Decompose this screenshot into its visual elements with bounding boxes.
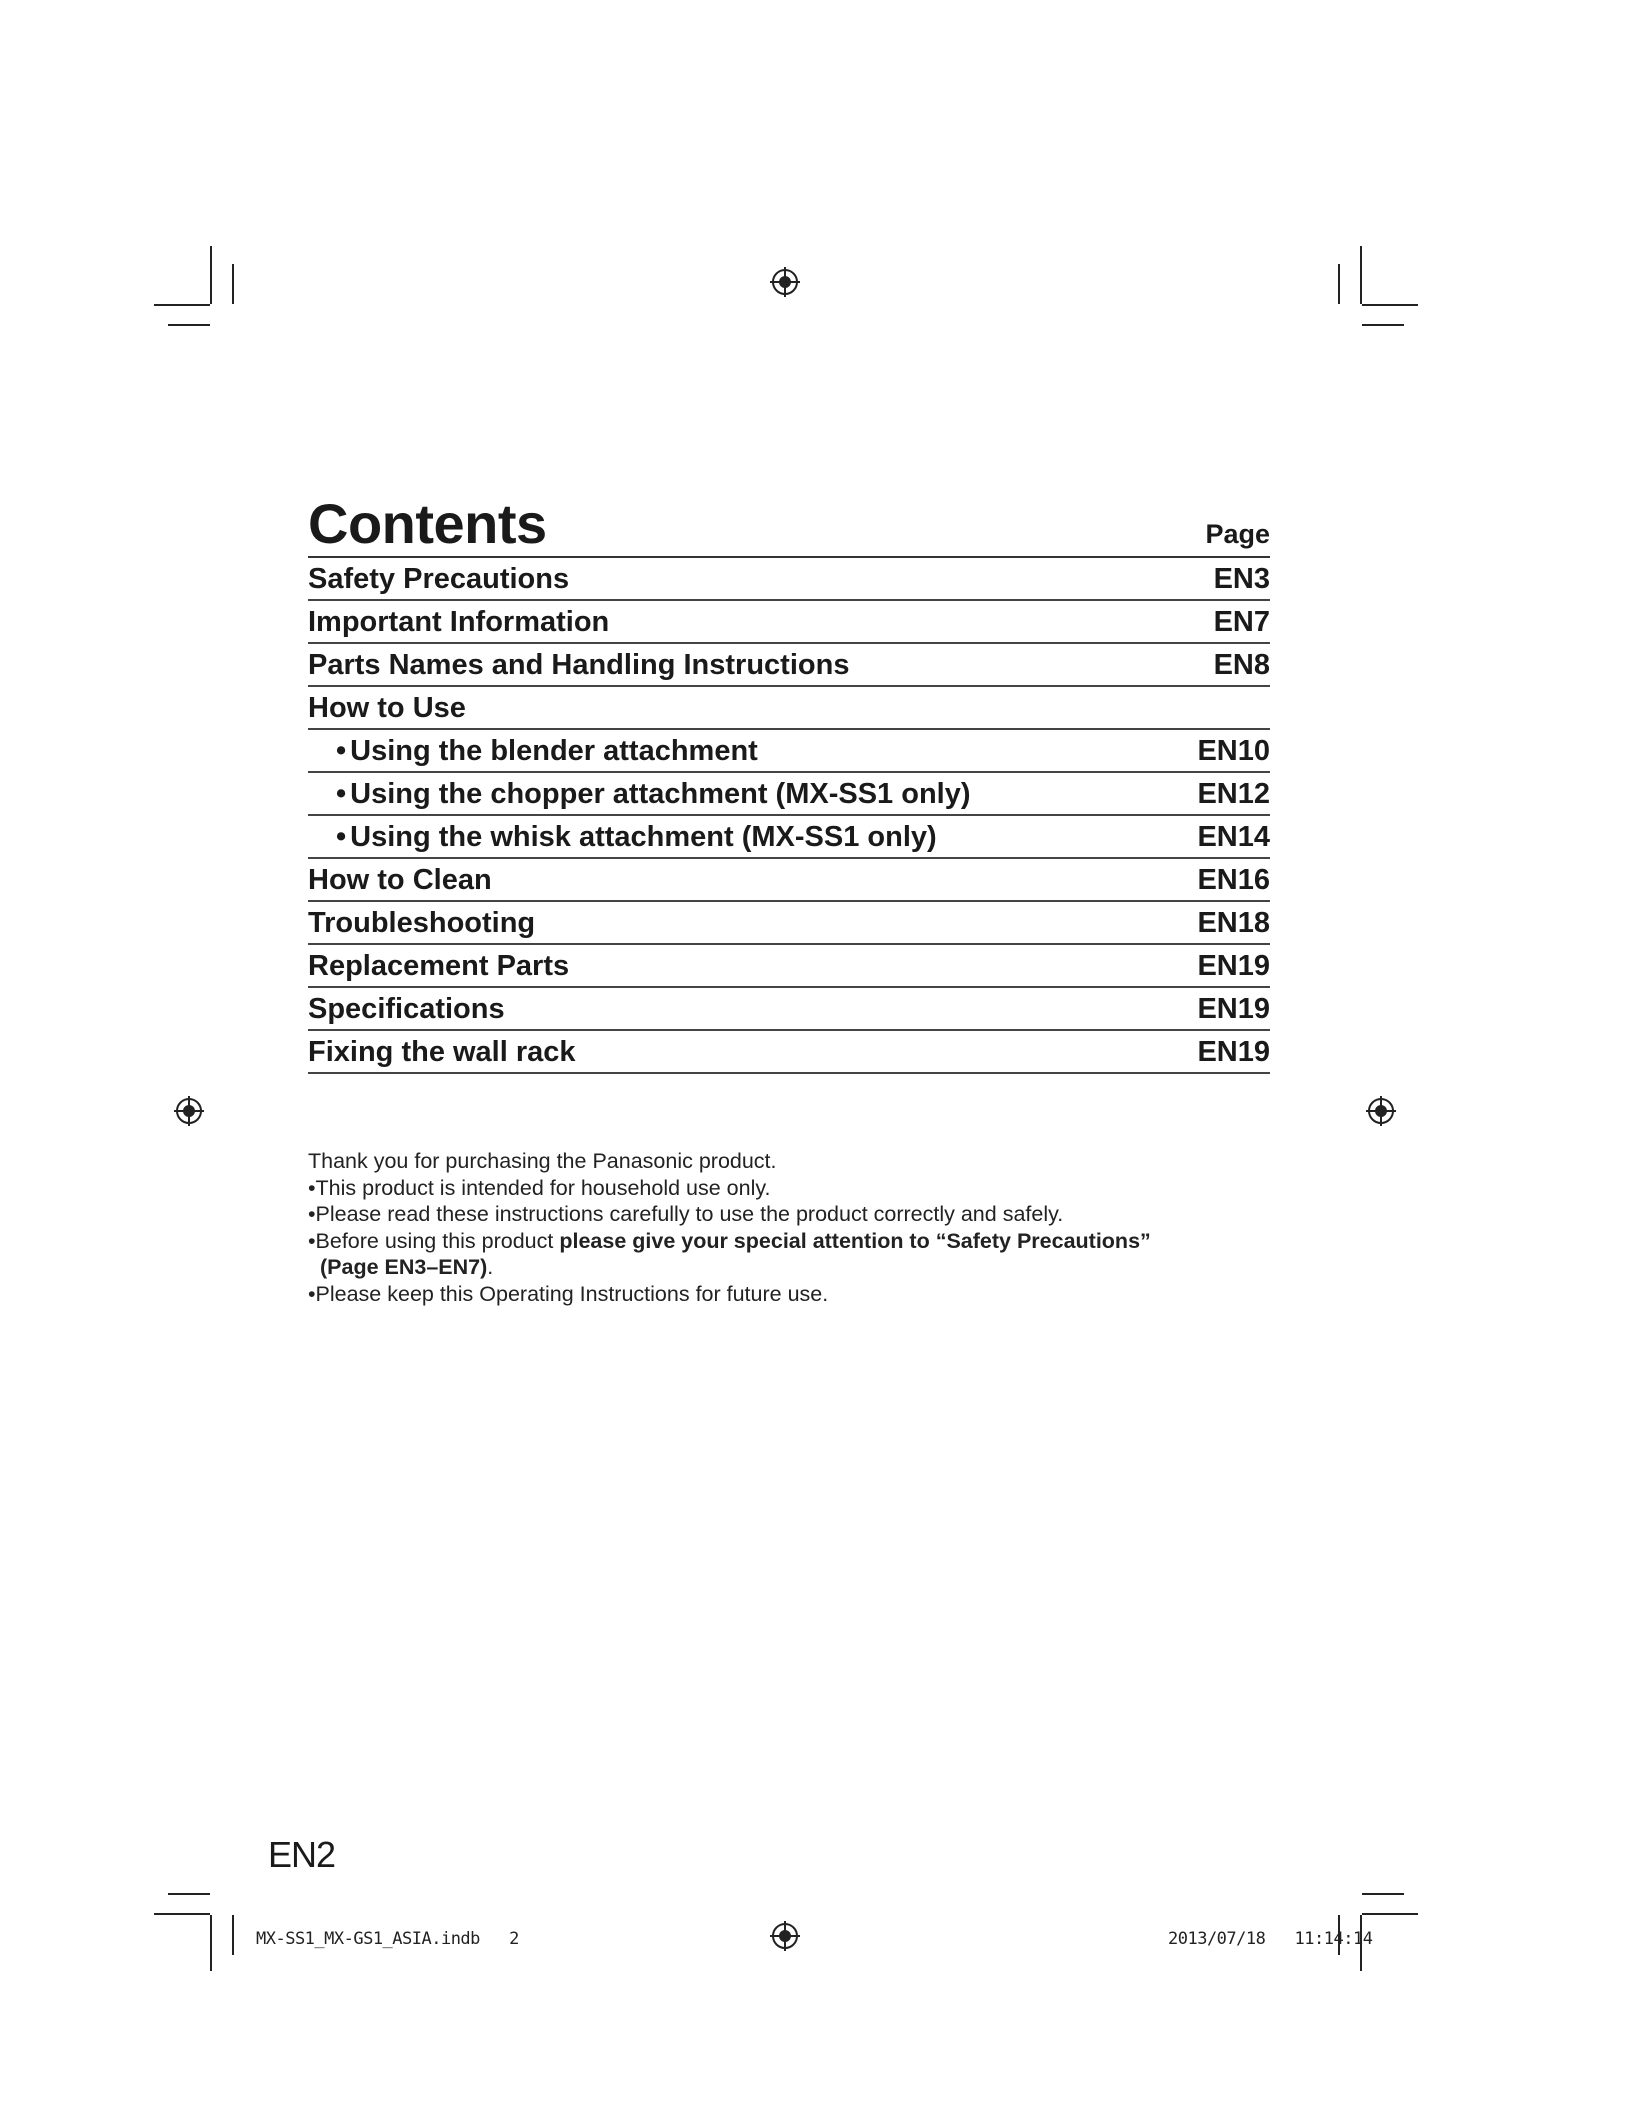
page-title: Contents [308,492,547,555]
toc-page-ref: EN8 [1213,649,1270,681]
crop-mark [210,1915,212,1971]
toc-row[interactable] [308,558,1270,601]
registration-target-icon [770,267,800,297]
registration-target-icon [174,1096,204,1126]
crop-mark [1362,1913,1418,1915]
toc-label: Parts Names and Handling Instructions [308,649,850,681]
toc-row[interactable] [308,988,1270,1031]
crop-mark [1360,246,1362,304]
crop-mark [232,1915,234,1955]
toc-label: Troubleshooting [308,907,536,939]
toc-label: Using the chopper attachment (MX-SS1 only) [350,778,971,810]
contents-table [308,492,1270,1074]
crop-mark [1362,304,1418,306]
toc-page-ref: EN18 [1197,907,1270,939]
note-household-use: •This product is intended for household use only. [308,1175,771,1200]
toc-page-ref: EN19 [1197,993,1270,1025]
bullet-icon: • [336,735,347,767]
toc-row[interactable] [308,1031,1270,1074]
toc-label: Using the blender attachment [350,735,758,767]
note-safety-emphasis: please give your special attention to “Safety Precautions” [559,1228,1151,1253]
toc-page-ref: EN14 [1197,821,1270,853]
toc-page-ref: EN10 [1197,735,1270,767]
toc-page-ref: EN7 [1213,606,1270,638]
bullet-icon: • [336,821,347,853]
toc-page-ref: EN3 [1213,563,1270,595]
toc-label: Fixing the wall rack [308,1036,576,1068]
crop-mark [232,264,234,304]
note-keep-instructions: •Please keep this Operating Instructions for future use. [308,1281,829,1306]
toc-label: Specifications [308,993,505,1025]
registration-target-icon [770,1921,800,1951]
toc-page-ref: EN19 [1197,1036,1270,1068]
toc-label: How to Use [308,692,466,724]
note-safety-pages [308,1254,1288,1281]
print-timestamp: 2013/07/18 11:14:14 [1168,1929,1373,1949]
toc-row[interactable] [308,687,1270,730]
toc-label: Safety Precautions [308,563,570,595]
toc-row[interactable] [308,859,1270,902]
toc-page-ref: EN12 [1197,778,1270,810]
toc-page-ref: EN16 [1197,864,1270,896]
crop-mark [1362,324,1404,326]
toc-row[interactable] [308,902,1270,945]
crop-mark [1362,1893,1404,1895]
note-safety-attention [308,1228,1288,1255]
crop-mark [154,1913,210,1915]
note-safety-page-ref: (Page EN3–EN7) [320,1255,488,1280]
bullet-icon: • [336,778,347,810]
thanks-text: Thank you for purchasing the Panasonic product. [308,1149,777,1173]
file-slug: MX-SS1_MX-GS1_ASIA.indb 2 [256,1929,519,1949]
intro-notes [308,1148,1288,1308]
toc-label: Replacement Parts [308,950,570,982]
toc-row[interactable] [308,945,1270,988]
note-safety-prefix: •Before using this product [308,1228,560,1253]
crop-mark [168,1893,210,1895]
toc-row[interactable] [308,601,1270,644]
page-number: EN2 [268,1834,336,1875]
toc-label: Using the whisk attachment (MX-SS1 only) [350,821,937,853]
toc-label: Important Information [308,606,610,638]
note-read-instructions: •Please read these instructions carefully to use the product correctly and safely. [308,1202,1064,1227]
toc-subrow[interactable] [308,816,1270,859]
toc-label: How to Clean [308,864,492,896]
registration-target-icon [1366,1096,1396,1126]
contents-header [308,492,1270,558]
toc-subrow[interactable] [308,773,1270,816]
toc-row[interactable] [308,644,1270,687]
crop-mark [1338,264,1340,304]
page-column-header: Page [1205,519,1270,549]
note-safety-end: . [487,1255,494,1280]
crop-mark [154,304,210,306]
crop-mark [210,246,212,304]
toc-subrow[interactable] [308,730,1270,773]
crop-mark [168,324,210,326]
toc-page-ref: EN19 [1197,950,1270,982]
